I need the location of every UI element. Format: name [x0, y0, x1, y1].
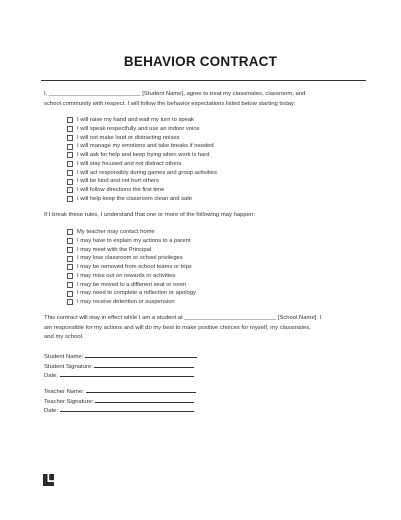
checkbox[interactable]: [67, 144, 73, 150]
closing-suffix: [School Name]. I: [276, 315, 322, 321]
expectations-list: [67, 116, 217, 204]
checkbox[interactable]: [67, 126, 73, 132]
student-date-field[interactable]: [60, 370, 194, 377]
student-signature-field[interactable]: [94, 361, 194, 368]
list-item: I may meet with the Principal: [67, 246, 196, 255]
checkbox[interactable]: [67, 247, 73, 253]
consequences-intro: If I break these rules, I understand that one or more of the following may happen:: [44, 212, 255, 218]
teacher-signature-field[interactable]: [95, 396, 194, 403]
checkbox[interactable]: [67, 273, 73, 279]
checkbox[interactable]: [67, 135, 73, 141]
student-signature-label: Student Signature:: [44, 363, 93, 370]
intro-prefix: I,: [44, 91, 49, 97]
list-item: I will help keep the classroom clean and safe: [67, 195, 217, 204]
student-date-label: Date:: [44, 373, 59, 379]
intro-suffix: [Student Name], agree to treat my classmates, classroom, and: [140, 91, 306, 97]
intro-line-2: school community with respect. I will follow the behavior expectations listed below starting today:: [44, 100, 296, 107]
list-item: I may need to complete a reflection or apology: [67, 289, 196, 298]
checkbox[interactable]: [67, 264, 73, 270]
teacher-signature-block: [44, 386, 196, 415]
teacher-name-field[interactable]: [86, 386, 196, 393]
list-item: I will stay focused and not distract others: [67, 160, 217, 169]
list-item: My teacher may contact home: [67, 228, 196, 237]
list-item: I will act responsibly during games and group activities: [67, 169, 217, 178]
brand-logo-icon: [43, 474, 55, 486]
closing-paragraph: [44, 314, 364, 343]
list-item: I will speak respectfully and use an indoor voice: [67, 125, 217, 134]
list-item: I will ask for help and keep trying when work is hard: [67, 151, 217, 160]
title-divider: [41, 80, 366, 81]
checkbox[interactable]: [67, 282, 73, 288]
checkbox[interactable]: [67, 117, 73, 123]
list-item: I may be removed from school teams or trips: [67, 263, 196, 272]
list-item: I will follow directions the first time: [67, 186, 217, 195]
student-name-label: Student Name:: [44, 354, 84, 360]
list-item: I may miss out on rewards or activities: [67, 272, 196, 281]
student-signature-block: [44, 351, 197, 380]
list-item: I will manage my emotions and take breaks if needed: [67, 142, 217, 151]
checkbox[interactable]: [67, 256, 73, 262]
list-item: I will be kind and not hurt others: [67, 177, 217, 186]
checkbox[interactable]: [67, 187, 73, 193]
checkbox[interactable]: [67, 179, 73, 185]
closing-line-3: and my school.: [44, 334, 84, 340]
teacher-date-field[interactable]: [60, 405, 194, 412]
consequences-list: [67, 228, 196, 307]
teacher-date-label: Date:: [44, 408, 59, 414]
list-item: I will raise my hand and wait my turn to speak: [67, 116, 217, 125]
checkbox[interactable]: [67, 229, 73, 235]
student-name-field[interactable]: [85, 351, 197, 358]
list-item: I may be moved to a different seat or room: [67, 281, 196, 290]
list-item: I will not make loud or distracting noises: [67, 134, 217, 143]
checkbox[interactable]: [67, 291, 73, 297]
document-title: BEHAVIOR CONTRACT: [123, 54, 278, 69]
checkbox[interactable]: [67, 299, 73, 305]
teacher-name-label: Teacher Name:: [44, 389, 84, 395]
checkbox[interactable]: [67, 196, 73, 202]
student-name-blank[interactable]: ____________________________: [48, 91, 141, 97]
school-name-blank[interactable]: ____________________________: [184, 315, 277, 321]
checkbox[interactable]: [67, 170, 73, 176]
teacher-signature-label: Teacher Signature:: [44, 398, 94, 405]
checkbox[interactable]: [67, 161, 73, 167]
checkbox[interactable]: [67, 152, 73, 158]
closing-line-2: am responsible for my actions and will do my best to make positive choices for myself, my classmates,: [44, 324, 311, 331]
checkbox[interactable]: [67, 238, 73, 244]
brand-logo-icon: [43, 473, 55, 491]
list-item: I may have to explain my actions to a parent: [67, 237, 196, 246]
list-item: I may receive detention or suspension: [67, 298, 196, 307]
list-item: I may lose classroom or school privileges: [67, 254, 196, 263]
closing-prefix: This contract will stay in effect while I am a student at: [44, 315, 185, 321]
intro-paragraph: [44, 90, 364, 109]
